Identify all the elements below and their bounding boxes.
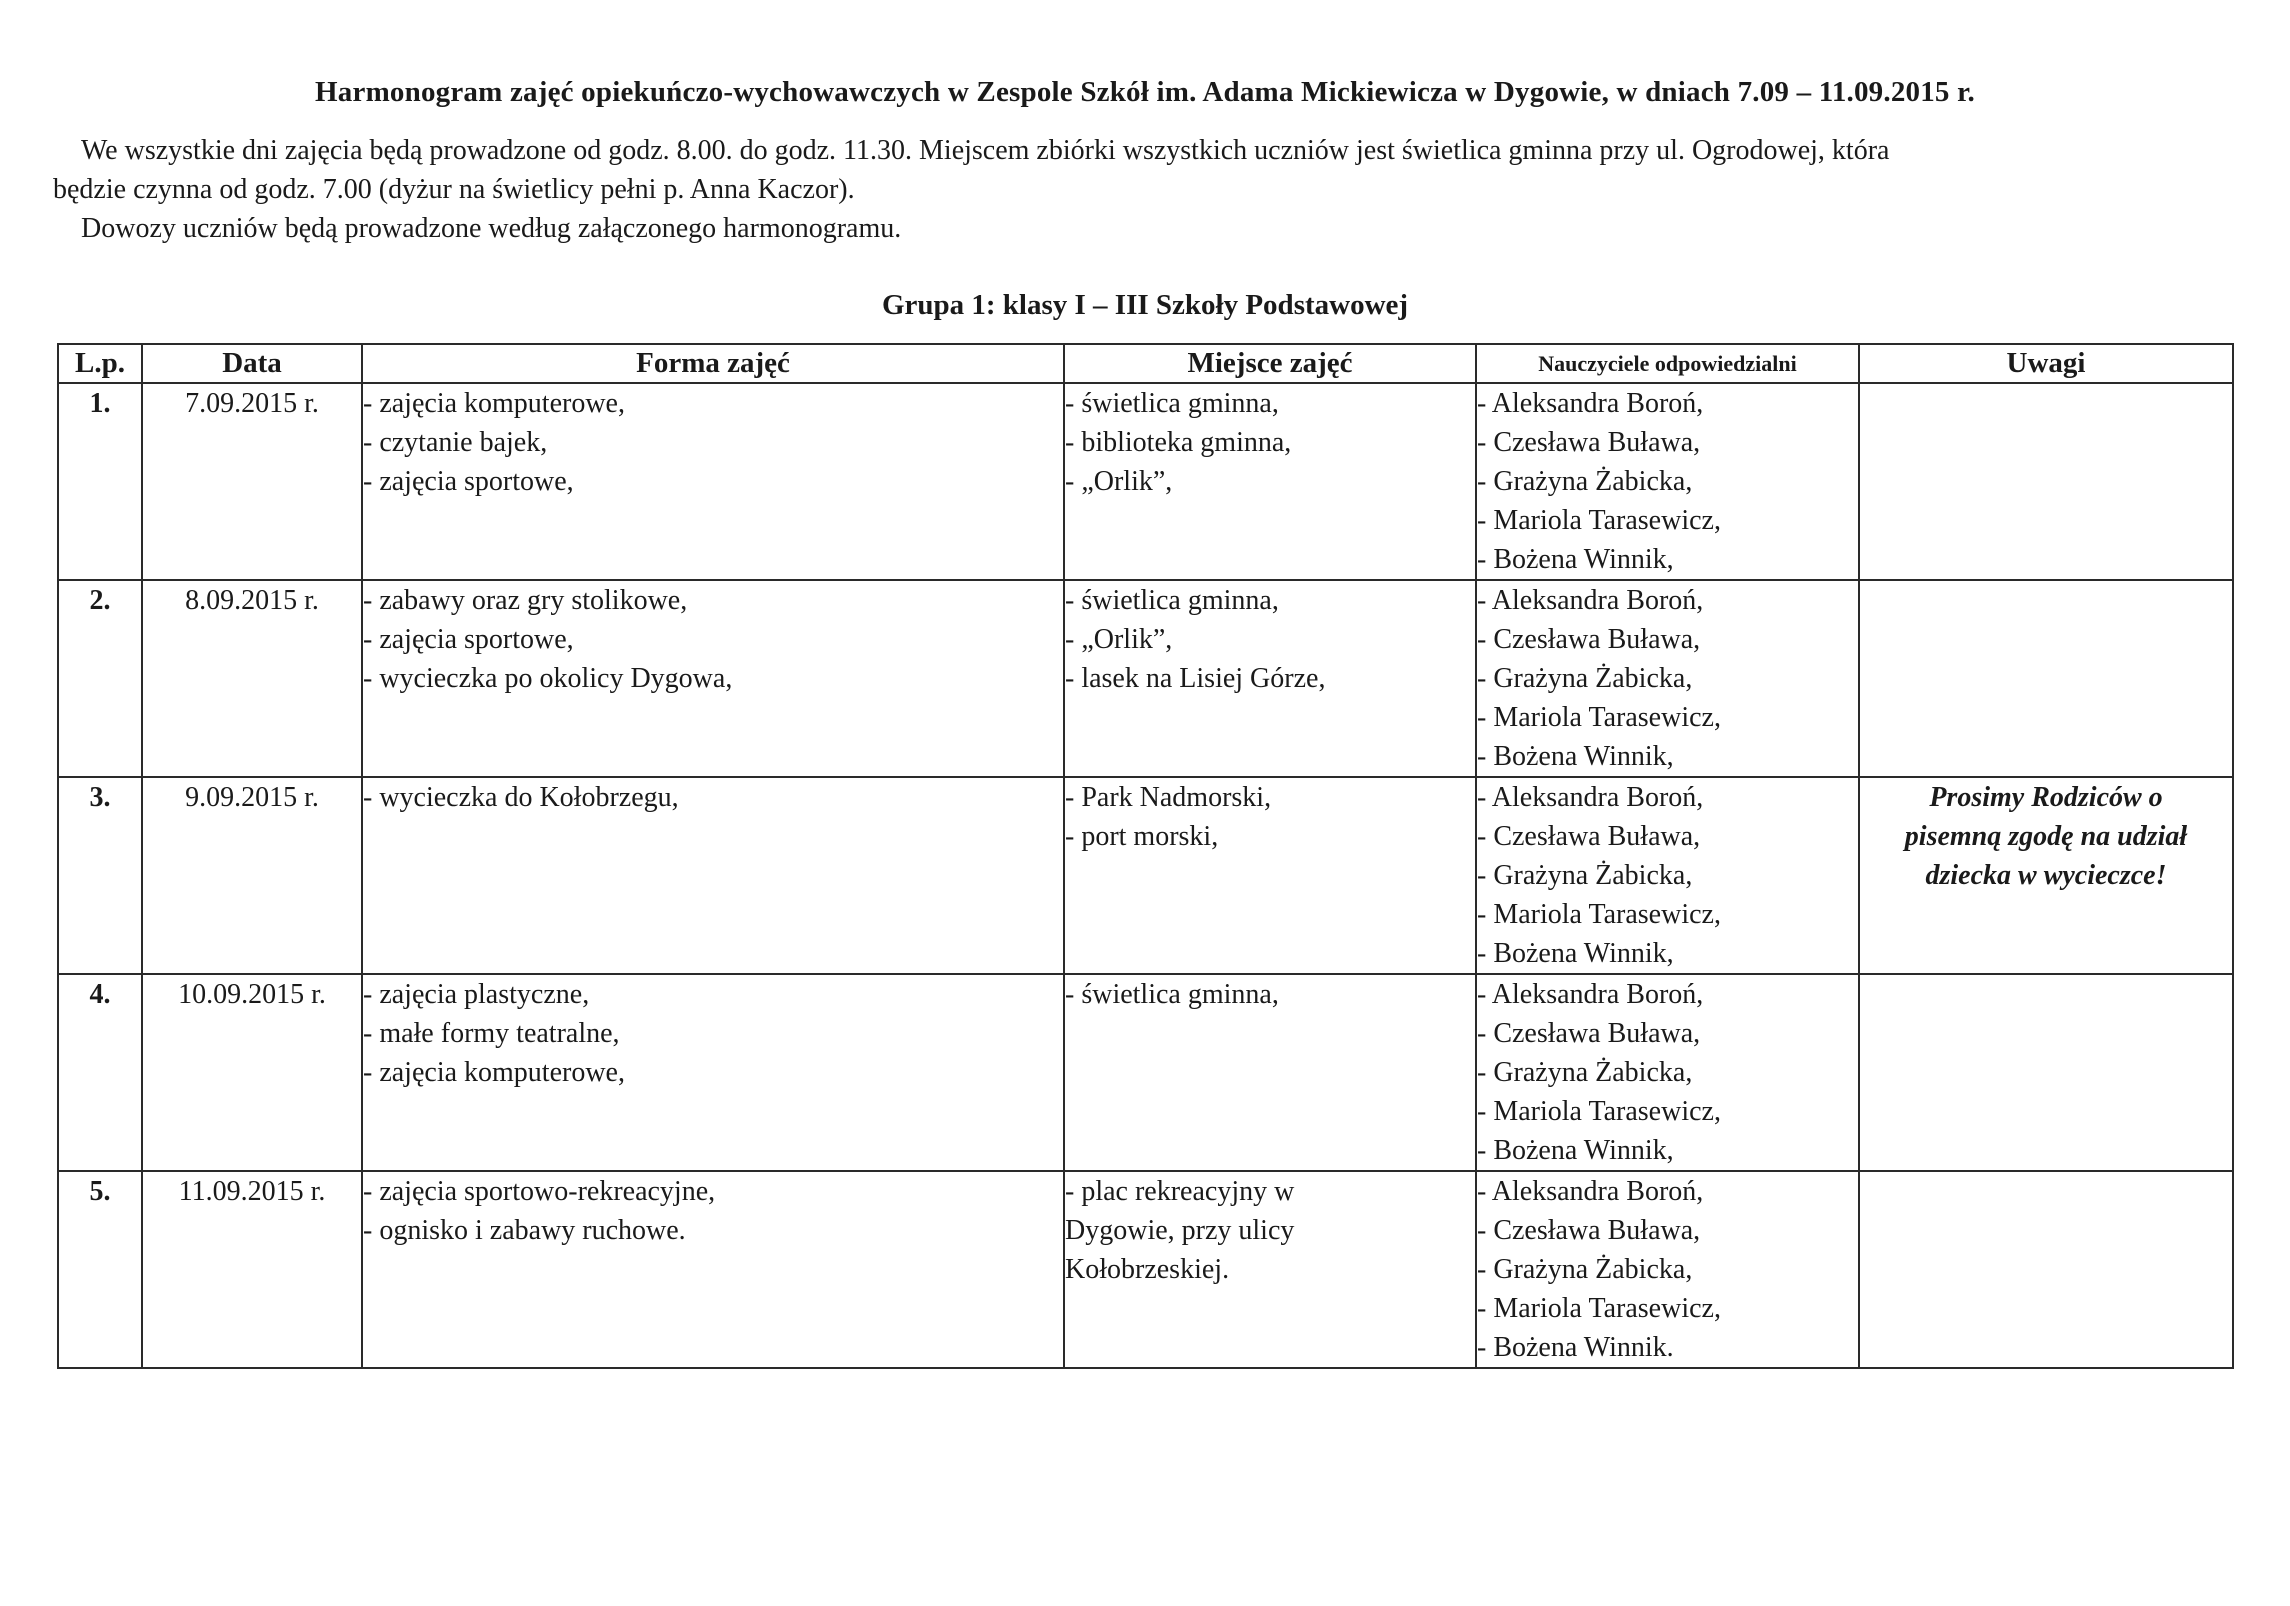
place-item: - świetlica gminna, <box>1065 585 1279 616</box>
row-notes <box>1859 580 2233 777</box>
header-lp: L.p. <box>58 344 142 383</box>
place-item: - biblioteka gminna, <box>1065 427 1292 458</box>
place-item: - plac rekreacyjny w <box>1065 1176 1295 1207</box>
teacher-item: - Bożena Winnik, <box>1477 544 1674 575</box>
teacher-item: - Grażyna Żabicka, <box>1477 1254 1693 1285</box>
teacher-item: - Aleksandra Boroń, <box>1477 585 1704 616</box>
teacher-item: - Mariola Tarasewicz, <box>1477 899 1721 930</box>
row-lp: 5. <box>58 1171 142 1368</box>
row-teachers <box>1476 777 1859 974</box>
document-title: Harmonogram zajęć opiekuńczo-wychowawczych w Zespole Szkół im. Adama Mickiewicza w Dygowie, w dniach 7.09 – 11.09.2015 r. <box>315 76 1975 108</box>
form-item: - małe formy teatralne, <box>363 1018 620 1049</box>
table-row <box>58 974 2233 1171</box>
form-item: - zajęcia sportowe, <box>363 466 574 497</box>
teacher-item: - Grażyna Żabicka, <box>1477 663 1693 694</box>
teacher-item: - Grażyna Żabicka, <box>1477 1057 1693 1088</box>
row-place <box>1064 1171 1476 1368</box>
header-date: Data <box>142 344 362 383</box>
note-line: Prosimy Rodziców o <box>1929 782 2163 813</box>
teacher-item: - Aleksandra Boroń, <box>1477 979 1704 1010</box>
row-place <box>1064 974 1476 1171</box>
table-row <box>58 580 2233 777</box>
row-teachers <box>1476 580 1859 777</box>
table-header-row <box>58 344 2233 383</box>
form-item: - wycieczka po okolicy Dygowa, <box>363 663 733 694</box>
teacher-item: - Aleksandra Boroń, <box>1477 782 1704 813</box>
teacher-item: - Czesława Buława, <box>1477 427 1701 458</box>
teacher-item: - Aleksandra Boroń, <box>1477 1176 1704 1207</box>
table-row <box>58 777 2233 974</box>
row-notes <box>1859 383 2233 580</box>
row-lp: 4. <box>58 974 142 1171</box>
row-place <box>1064 383 1476 580</box>
row-teachers <box>1476 1171 1859 1368</box>
teacher-item: - Bożena Winnik, <box>1477 938 1674 969</box>
row-place <box>1064 580 1476 777</box>
form-item: - ognisko i zabawy ruchowe. <box>363 1215 686 1246</box>
row-teachers <box>1476 383 1859 580</box>
row-date: 10.09.2015 r. <box>142 974 362 1171</box>
form-item: - czytanie bajek, <box>363 427 548 458</box>
header-notes: Uwagi <box>1859 344 2233 383</box>
teacher-item: - Bożena Winnik, <box>1477 1135 1674 1166</box>
group-heading: Grupa 1: klasy I – III Szkoły Podstawowej <box>881 289 1409 321</box>
row-notes <box>1859 974 2233 1171</box>
row-notes <box>1859 777 2233 974</box>
teacher-item: - Aleksandra Boroń, <box>1477 388 1704 419</box>
schedule-table <box>57 343 2234 1369</box>
teacher-item: - Czesława Buława, <box>1477 624 1701 655</box>
teacher-item: - Bożena Winnik, <box>1477 741 1674 772</box>
row-form <box>362 383 1064 580</box>
note-line: pisemną zgodę na udział <box>1904 821 2188 852</box>
form-item: - zabawy oraz gry stolikowe, <box>363 585 688 616</box>
teacher-item: - Bożena Winnik. <box>1477 1332 1674 1363</box>
place-item: Dygowie, przy ulicy <box>1065 1215 1295 1246</box>
form-item: - zajęcia sportowo-rekreacyjne, <box>363 1176 716 1207</box>
place-item: - „Orlik”, <box>1065 466 1173 497</box>
teacher-item: - Mariola Tarasewicz, <box>1477 1096 1721 1127</box>
row-date: 9.09.2015 r. <box>142 777 362 974</box>
row-notes <box>1859 1171 2233 1368</box>
teacher-item: - Mariola Tarasewicz, <box>1477 505 1721 536</box>
table-row <box>58 383 2233 580</box>
row-lp: 3. <box>58 777 142 974</box>
header-teachers: Nauczyciele odpowiedzialni <box>1476 344 1859 383</box>
row-place <box>1064 777 1476 974</box>
form-item: - zajęcia sportowe, <box>363 624 574 655</box>
place-item: - świetlica gminna, <box>1065 388 1279 419</box>
row-form <box>362 777 1064 974</box>
row-form <box>362 974 1064 1171</box>
form-item: - zajęcia plastyczne, <box>363 979 590 1010</box>
place-item: - „Orlik”, <box>1065 624 1173 655</box>
header-form: Forma zajęć <box>362 344 1064 383</box>
form-item: - wycieczka do Kołobrzegu, <box>363 782 679 813</box>
form-item: - zajęcia komputerowe, <box>363 388 625 419</box>
row-form <box>362 580 1064 777</box>
place-item: Kołobrzeskiej. <box>1065 1254 1230 1285</box>
teacher-item: - Czesława Buława, <box>1477 821 1701 852</box>
table-row <box>58 1171 2233 1368</box>
teacher-item: - Grażyna Żabicka, <box>1477 466 1693 497</box>
intro-paragraph <box>53 131 2243 248</box>
row-form <box>362 1171 1064 1368</box>
form-item: - zajęcia komputerowe, <box>363 1057 625 1088</box>
teacher-item: - Mariola Tarasewicz, <box>1477 702 1721 733</box>
intro-line-3: Dowozy uczniów będą prowadzone według załączonego harmonogramu. <box>81 213 902 244</box>
row-date: 7.09.2015 r. <box>142 383 362 580</box>
teacher-item: - Czesława Buława, <box>1477 1215 1701 1246</box>
row-lp: 2. <box>58 580 142 777</box>
row-teachers <box>1476 974 1859 1171</box>
note-line: dziecka w wycieczce! <box>1925 860 2167 891</box>
intro-line-1: We wszystkie dni zajęcia będą prowadzone od godz. 8.00. do godz. 11.30. Miejscem zbiórki wszystkich uczniów jest świetlica gminna przy ul. Ogrodowej, która <box>81 135 1890 166</box>
row-date: 11.09.2015 r. <box>142 1171 362 1368</box>
place-item: - lasek na Lisiej Górze, <box>1065 663 1326 694</box>
teacher-item: - Mariola Tarasewicz, <box>1477 1293 1721 1324</box>
row-date: 8.09.2015 r. <box>142 580 362 777</box>
place-item: - port morski, <box>1065 821 1219 852</box>
place-item: - Park Nadmorski, <box>1065 782 1272 813</box>
row-lp: 1. <box>58 383 142 580</box>
header-place: Miejsce zajęć <box>1064 344 1476 383</box>
place-item: - świetlica gminna, <box>1065 979 1279 1010</box>
teacher-item: - Czesława Buława, <box>1477 1018 1701 1049</box>
intro-line-2: będzie czynna od godz. 7.00 (dyżur na świetlicy pełni p. Anna Kaczor). <box>53 174 855 205</box>
teacher-item: - Grażyna Żabicka, <box>1477 860 1693 891</box>
